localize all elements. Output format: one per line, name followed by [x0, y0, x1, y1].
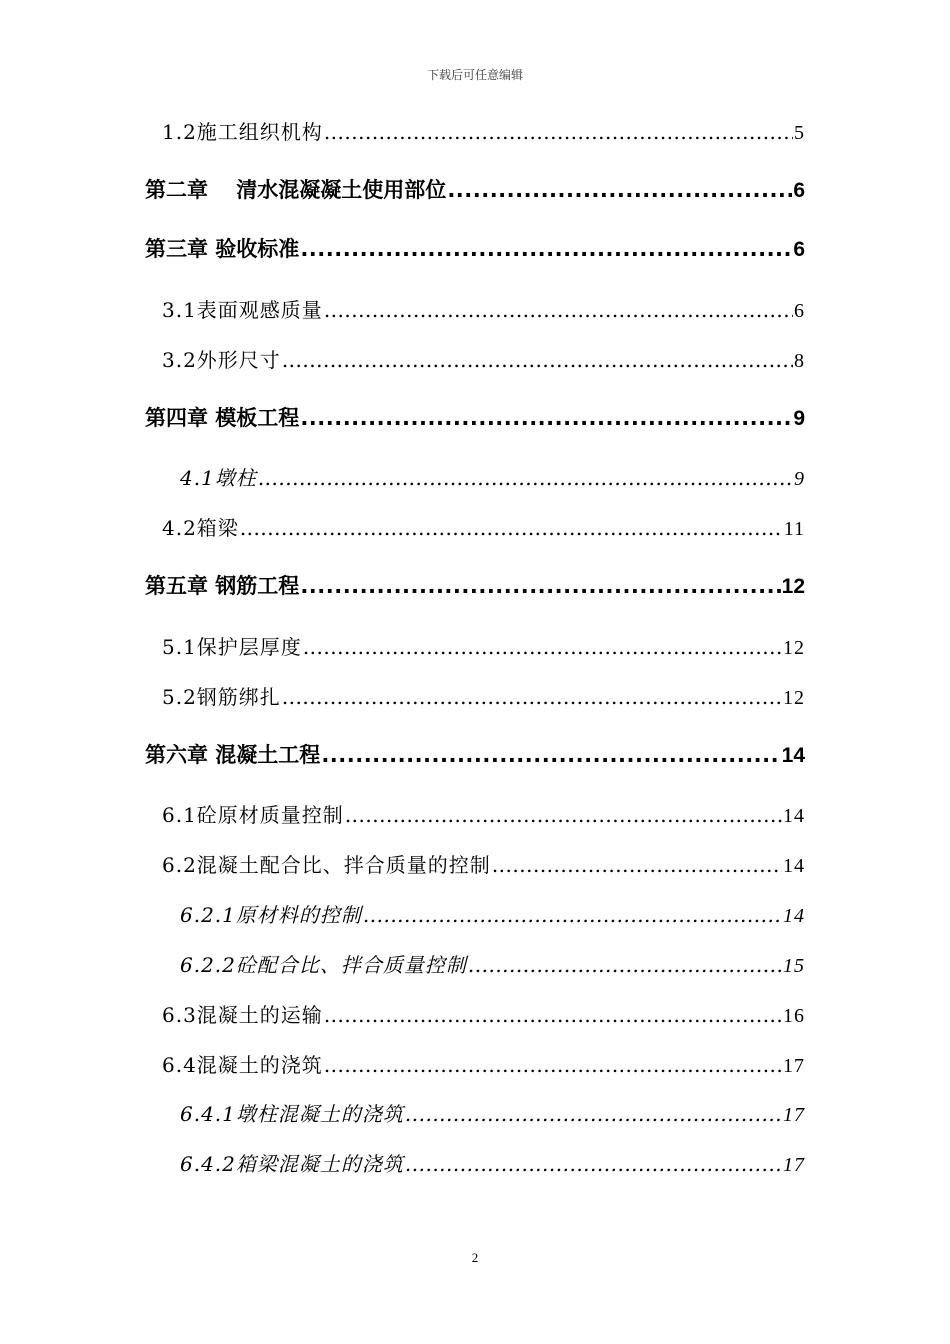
toc-entry[interactable]	[145, 233, 805, 263]
toc-entry-page: 12	[783, 637, 805, 659]
toc-entry[interactable]	[180, 899, 805, 928]
toc-entry-label: 5.1保护层厚度	[162, 635, 302, 659]
toc-entry-label: 4.1墩柱	[180, 466, 257, 490]
toc-entry-label: 6.2混凝土配合比、拌合质量的控制	[162, 853, 491, 877]
toc-dot-leader	[324, 1053, 782, 1077]
toc-dot-leader	[405, 1102, 782, 1126]
toc-dot-leader	[492, 853, 782, 877]
toc-entry-page: 8	[794, 350, 805, 372]
toc-entry[interactable]	[162, 999, 805, 1028]
toc-dot-leader	[258, 466, 793, 490]
toc-dot-leader	[447, 178, 792, 202]
toc-entry-page: 14	[783, 905, 805, 927]
toc-entry-label: 6.3混凝土的运输	[162, 1003, 323, 1027]
toc-dot-leader	[345, 803, 782, 827]
toc-entry-label: 第六章 混凝土工程	[145, 743, 321, 767]
toc-entry-page: 6	[793, 179, 805, 202]
toc-dot-leader	[324, 1003, 782, 1027]
toc-entry-label: 4.2箱梁	[162, 516, 239, 540]
toc-entry-page: 12	[781, 575, 805, 598]
toc-dot-leader	[468, 953, 782, 977]
toc-entry-page: 17	[783, 1055, 805, 1077]
toc-dot-leader	[324, 120, 793, 144]
toc-entry-label: 第二章 清水混凝凝土使用部位	[145, 178, 447, 202]
toc-dot-leader	[405, 1152, 782, 1176]
toc-entry-label: 第三章 验收标准	[145, 237, 300, 261]
toc-entry[interactable]	[180, 1148, 805, 1177]
toc-entry[interactable]	[180, 462, 805, 491]
toc-entry-page: 16	[783, 1005, 805, 1027]
toc-dot-leader	[282, 348, 793, 372]
toc-entry[interactable]	[145, 402, 805, 432]
toc-entry-label: 6.4混凝土的浇筑	[162, 1053, 323, 1077]
toc-entry-label: 6.4.2箱梁混凝土的浇筑	[180, 1152, 404, 1176]
toc-entry-page: 9	[793, 407, 805, 430]
toc-entry-page: 12	[783, 687, 805, 709]
toc-entry-label: 5.2钢筋绑扎	[162, 685, 281, 709]
toc-dot-leader	[300, 406, 792, 430]
toc-entry[interactable]	[145, 739, 805, 769]
toc-entry[interactable]	[162, 116, 805, 145]
toc-entry-page: 6	[794, 300, 805, 322]
toc-dot-leader	[303, 635, 782, 659]
toc-entry[interactable]	[162, 849, 805, 878]
toc-dot-leader	[300, 237, 792, 261]
page-number: 2	[471, 1250, 479, 1265]
toc-dot-leader	[240, 516, 783, 540]
toc-entry[interactable]	[162, 1049, 805, 1078]
toc-entry-page: 15	[783, 955, 805, 977]
page-header: 下载后可任意编辑	[426, 68, 523, 82]
toc-entry-page: 9	[794, 468, 805, 490]
toc-entry-page: 6	[793, 238, 805, 261]
toc-entry[interactable]	[162, 294, 805, 323]
toc-entry-label: 3.1表面观感质量	[162, 298, 323, 322]
toc-entry[interactable]	[162, 799, 805, 828]
toc-entry-label: 第四章 模板工程	[145, 406, 300, 430]
toc-dot-leader	[282, 685, 782, 709]
toc-entry-page: 17	[783, 1154, 805, 1176]
toc-entry[interactable]	[162, 512, 805, 541]
toc-entry[interactable]	[180, 949, 805, 978]
toc-dot-leader	[300, 574, 780, 598]
toc-entry[interactable]	[145, 174, 805, 204]
toc-entry[interactable]	[162, 631, 805, 660]
toc-entry-label: 6.2.1原材料的控制	[180, 903, 362, 927]
toc-entry-page: 14	[783, 855, 805, 877]
toc-entry[interactable]	[162, 681, 805, 710]
toc-entry-page: 11	[783, 518, 805, 540]
toc-entry-label: 6.1砼原材质量控制	[162, 803, 344, 827]
toc-entry-label: 6.4.1墩柱混凝土的浇筑	[180, 1102, 404, 1126]
toc-dot-leader	[363, 903, 782, 927]
toc-entry-page: 14	[783, 805, 805, 827]
toc-entry-label: 3.2外形尺寸	[162, 348, 281, 372]
toc-entry-label: 第五章 钢筋工程	[145, 574, 300, 598]
toc-entry-page: 17	[783, 1104, 805, 1126]
toc-entry[interactable]	[145, 570, 805, 600]
toc-entry-page: 14	[781, 744, 805, 767]
toc-entry[interactable]	[180, 1098, 805, 1127]
toc-dot-leader	[321, 743, 780, 767]
toc-entry-page: 5	[794, 122, 805, 144]
toc-entry-label: 6.2.2砼配合比、拌合质量控制	[180, 953, 467, 977]
toc-entry[interactable]	[162, 344, 805, 373]
toc-dot-leader	[324, 298, 793, 322]
toc-entry-label: 1.2施工组织机构	[162, 120, 323, 144]
